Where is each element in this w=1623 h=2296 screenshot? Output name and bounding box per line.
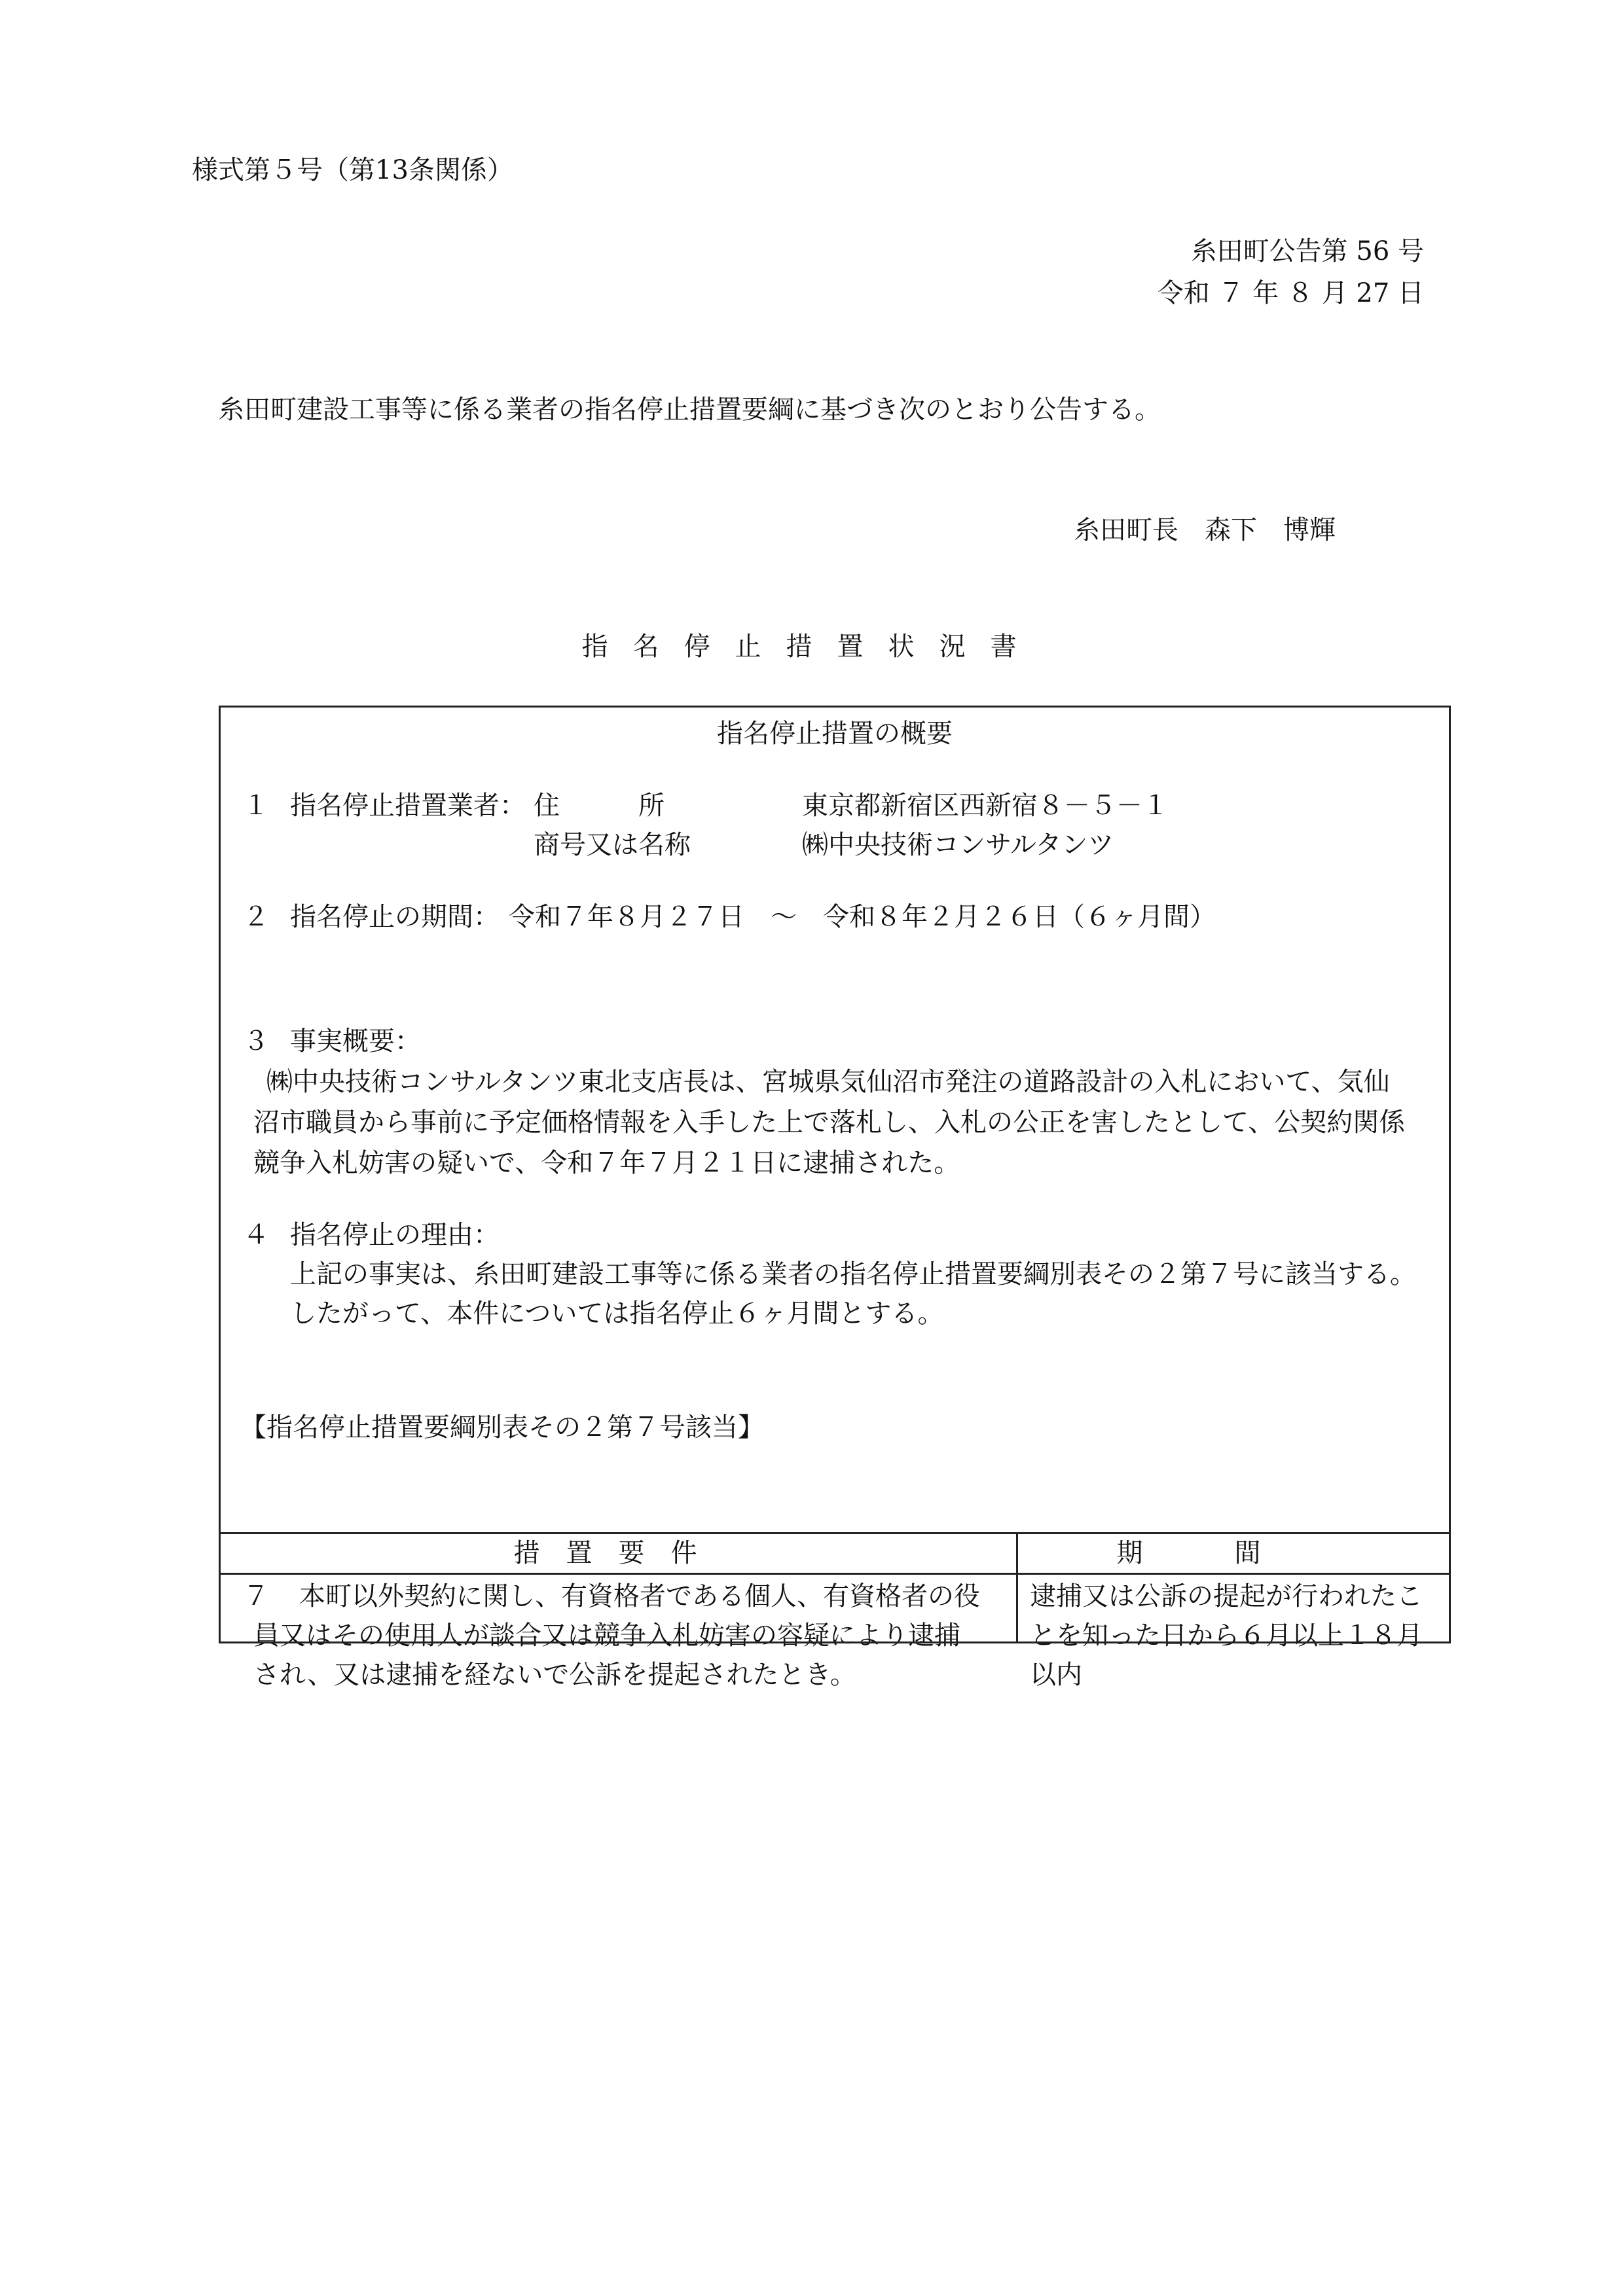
table-row-period-line: 逮捕又は公訴の提起が行われたこ xyxy=(1030,1581,1423,1611)
table-row-requirement-line: され、又は逮捕を経ないで公訴を提起されたとき。 xyxy=(253,1660,856,1690)
item4-label: 指名停止の理由： xyxy=(290,1220,500,1250)
item3-line: 沼市職員から事前に予定価格情報を入手した上で落札し、入札の公正を害したとして、公契約関係 xyxy=(253,1107,1406,1138)
item3-line: 競争入札妨害の疑いで、令和７年７月２１日に逮捕された。 xyxy=(253,1148,960,1178)
reference-note: 【指名停止措置要綱別表その２第７号該当】 xyxy=(240,1412,764,1443)
table-header-requirement: 措置要件 xyxy=(513,1538,723,1568)
table-row-requirement-line: 本町以外契約に関し、有資格者である個人、有資格者の役 xyxy=(299,1581,980,1611)
form-number: 様式第５号（第13条関係） xyxy=(192,155,513,185)
summary-heading: 指名停止措置の概要 xyxy=(717,719,953,749)
table-header-period: 期間 xyxy=(1116,1538,1353,1568)
table-row-requirement-line: 員又はその使用人が談合又は競争入札妨害の容疑により逮捕 xyxy=(253,1621,960,1651)
item1-label: 指名停止措置業者： xyxy=(290,791,526,821)
item1-name-value: ㈱中央技術コンサルタンツ xyxy=(802,830,1114,860)
table-row-period-line: とを知った日から６月以上１８月 xyxy=(1030,1621,1423,1651)
item4-number: ４ xyxy=(243,1220,269,1250)
table-box-lower xyxy=(219,1530,1451,1643)
item3-line: ㈱中央技術コンサルタンツ東北支店長は、宮城県気仙沼市発注の道路設計の入札において、気仙 xyxy=(266,1067,1390,1097)
intro-text: 糸田町建設工事等に係る業者の指名停止措置要綱に基づき次のとおり公告する。 xyxy=(218,395,1161,425)
item3-label: 事実概要： xyxy=(290,1026,421,1056)
item2-label: 指名停止の期間： xyxy=(290,902,500,932)
item1-number: １ xyxy=(243,791,269,821)
item1-address-value: 東京都新宿区西新宿８－５－１ xyxy=(802,791,1169,821)
item4-line: 上記の事実は、糸田町建設工事等に係る業者の指名停止措置要綱別表その２第７号に該当する。 xyxy=(290,1259,1416,1289)
table-row-number: ７ xyxy=(243,1581,269,1611)
signer: 糸田町長 森下 博輝 xyxy=(1074,515,1336,545)
item4-line: したがって、本件については指名停止６ヶ月間とする。 xyxy=(290,1299,944,1329)
summary-box xyxy=(219,706,1451,1690)
table-row-period-line: 以内 xyxy=(1030,1660,1082,1690)
item1-address-label: 住 所 xyxy=(534,791,665,821)
item2-value: 令和７年８月２７日 ～ 令和８年２月２６日（６ヶ月間） xyxy=(509,902,1216,932)
item3-number: ３ xyxy=(243,1026,269,1056)
item2-number: ２ xyxy=(243,902,269,932)
document-title: 指名停止措置状況書 xyxy=(581,632,1042,662)
notice-number: 糸田町公告第 56 号 xyxy=(1190,236,1424,266)
notice-date: 令和 ７ 年 ８ 月 27 日 xyxy=(1157,278,1424,308)
item1-name-label: 商号又は名称 xyxy=(534,830,691,860)
